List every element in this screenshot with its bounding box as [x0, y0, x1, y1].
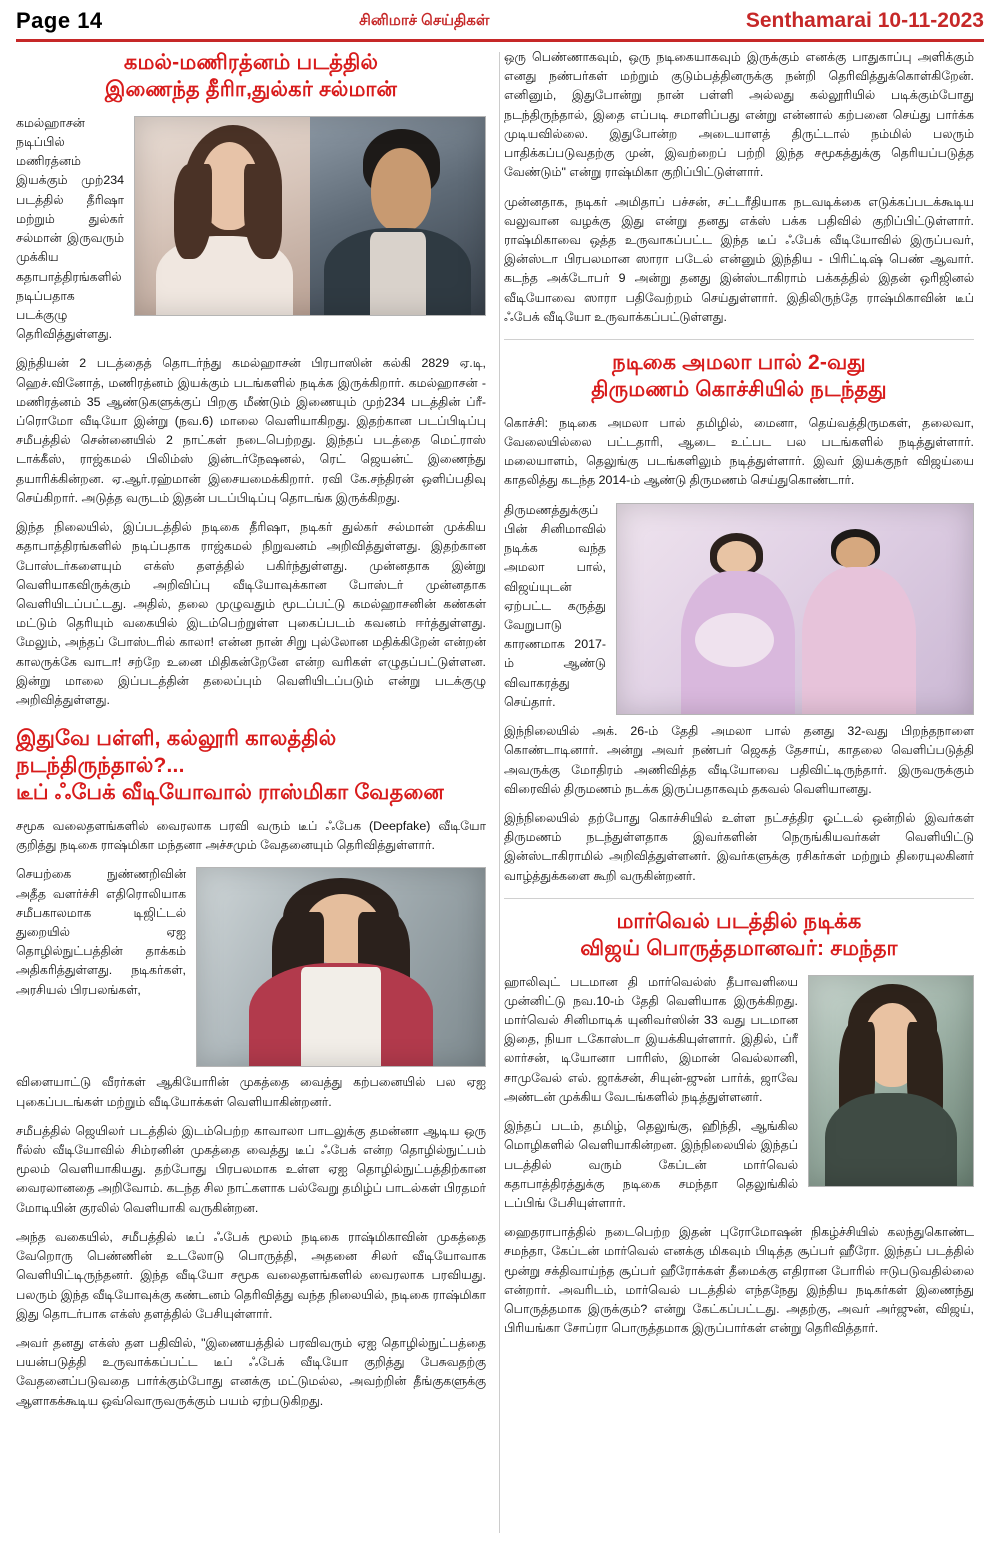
page-columns	[16, 48, 984, 1421]
article3-paragraph-1: இந்நிலையில் அக். 26-ம் தேதி அமலா பால் தனது 32-வது பிறந்தநாளை கொண்டாடினார். அன்று அவர் நண்பர் ஜெகத் தேசாய், காதலை வெளிப்படுத்தி அவருக்கு மோதிரம் அணிவித்த வீடியோவை பதிவிட்டிருந்தார். இருவருக்கும் விரைவில் திருமணம் நடக்க இருப்பதாகவும் தகவல் வெளியானது.	[504, 724, 974, 796]
right-column	[504, 48, 974, 1349]
section-rule-1	[504, 339, 974, 340]
article2-paragraph-1: விளையாட்டு வீரர்கள் ஆகியோரின் முகத்தை வைத்து கற்பனையில் பல ஏஐ புகைப்படங்கள் மற்றும் வீடியோக்கள் வெளியாகின்றனர்.	[16, 1075, 486, 1109]
article3-intro: திருமணத்துக்குப் பின் சினிமாவில் நடிக்க வந்த அமலா பால், விஜய்யுடன் ஏற்பட்ட கருத்து வேறுபாடு காரணமாக 2017-ம் ஆண்டு விவாகரத்து செய்தார்.	[504, 502, 606, 709]
publication-title: Senthamarai 10-11-2023	[745, 9, 984, 32]
article-amala-paul-wedding	[504, 339, 974, 886]
article3-paragraph-2: இந்நிலையில் தற்போது கொச்சியில் உள்ள நட்சத்திர ஓட்டல் ஒன்றில் இவர்கள் திருமணம் நடந்துள்ளதாக இவர்களின் நெருங்கியவர்கள் வெளியிட்டு இன்ஸ்டாகிராமில் அறிவித்துள்ளனர். இவர்களுக்கு ரசிகர்கள் மற்றும் திரையுலகினர் வாழ்த்துக்களை கூறி வருகின்றனர்.	[504, 810, 974, 883]
article2-headline-line1: இதுவே பள்ளி, கல்லூரி காலத்தில் நடந்திருந்தால்?...	[16, 727, 337, 778]
article2-headline-line2: டீப் ஃபேக் வீடியோவால் ராஸ்மிகா வேதனை	[16, 781, 444, 805]
article1-photo	[134, 116, 486, 316]
article4-paragraph-1: இந்தப் படம், தமிழ், தெலுங்கு, ஹிந்தி, ஆங்கில மொழிகளில் வெளியாகின்றன. இந்நிலையில் இந்தப் படத்தில் வரும் கேப்டன் மார்வெல் கதாபாத்திரத்துக்கு நடிகை சமந்தா தெலுங்கில் டப்பிங் பேசியுள்ளார்.	[504, 1119, 798, 1210]
article2-continuation-1: ஒரு பெண்ணாகவும், ஒரு நடிகையாகவும் இருக்கும் எனக்கு பாதுகாப்பு அளிக்கும் எனது நண்பர்கள் மற்றும் குடும்பத்தினருக்கு நன்றி தெரிவித்துக்கொள்கிறேன். எனினும், இதுபோன்று நான் பள்ளி அல்லது கல்லூரியில் படிக்கும்போது நடந்திருந்தால், இதை எப்படி சமாளிப்பது என்று என்னால் கற்பனை செய்து பார்க்க முடியவில்லை. இதுபோன்ற அடையாளத் திருட்டால் நம்மில் பலரும் பாதிக்கப்படுவதற்கு முன், இவற்றைப் பற்றி இந்த சமூகத்துக்கு தெரியப்படுத்த வேண்டும்" என்று ராஷ்மிகா குறிப்பிட்டுள்ளார்.	[504, 50, 974, 180]
article4-intro: ஹாலிவுட் படமான தி மார்வெல்ஸ் தீபாவளியை முன்னிட்டு நவ.10-ம் தேதி வெளியாக இருக்கிறது. மார்வெல் சினிமாடிக் யுனிவர்ஸின் 33 வது படமான இதை, நியா டகோஸ்டா இயக்கியுள்ளார். இதில், ப்ரீ லார்சன், டியோனா பாரிஸ், இமான் வெல்லானி, சாமுவேல் எல். ஜாக்சன், சியுன்-ஜுன் பார்க், ஜாவே அண்டன் முக்கிய வேடங்களில் நடித்துள்ளனர்.	[504, 974, 798, 1104]
article4-headline	[504, 909, 974, 963]
article-kamal-maniratnam	[16, 50, 486, 710]
article4-headline-line1: மார்வெல் படத்தில் நடிக்க	[616, 909, 862, 933]
article2-continuation-2: முன்னதாக, நடிகர் அமிதாப் பச்சன், சட்டரீதியாக நடவடிக்கை எடுக்கப்படக்கூடிய வலுவான வழக்கு இது என்று தனது எக்ஸ் பக்க பதிவில் குறிப்பிட்டுள்ளார். ராஷ்மிகாவை ஒத்த உருவாகப்பட்ட இந்த டீப் ஃபேக் வீடியோவில் இருப்பவர், இன்ஸ்டா பிரபலமான ஸாரா படேல் என்னும் இந்திய - பிரிட்டிஷ் பெண் ஆவார். கடந்த அக்டோபர் 9 அன்று தனது இன்ஸ்டாகிராம் பக்கத்தில் இதன் ஒரிஜினல் வீடியோவை ஸாரா பதிவேற்றம் செய்துள்ளார். இதிலிருந்தே ராஷ்மிகாவின் டீப் ஃபேக் வீடியோ உருவாக்கப்பட்டுள்ளது.	[504, 194, 974, 324]
article2-paragraph-4: அவர் தனது எக்ஸ் தள பதிவில், "இணையத்தில் பரவிவரும் ஏஐ தொழில்நுட்பத்தை பயன்படுத்தி உருவாக்கப்பட்ட டீப் ஃபேக் வீடியோ குறித்து பேசுவதற்கு வேதனைப்படுவதை பார்க்கும்போது எனக்கு மட்டுமல்ல, அவற்றின் தீங்குகளுக்கு ஆளாகக்கூடிய ஒவ்வொருவருக்கும் பயம் ஏற்படுகிறது.	[16, 1336, 486, 1408]
article4-photo	[808, 975, 974, 1187]
article3-lead: கொச்சி: நடிகை அமலா பால் தமிழில், மைனா, தெய்வத்திருமகள், தலைவா, வேலையில்லை பட்டதாரி, ஆடை உட்பட பல படங்களில் நடித்துள்ளார். மலையாளம், தெலுங்கு படங்களிலும் நடித்துள்ளார். இவர் இயக்குநர் விஜய்யை காதலித்து கடந்த 2014-ம் ஆண்டு திருமணம் செய்துகொண்டார்.	[504, 415, 974, 488]
article2-intro: செயற்கை நுண்ணறிவின் அதீத வளர்ச்சி எதிரொலியாக சமீபகாலமாக டிஜிட்டல் துறையில் ஏஐ தொழில்நுட்பத்தின் தாக்கம் அதிகரித்துள்ளது. நடிகர்கள், அரசியல் பிரபலங்கள்,	[16, 867, 186, 997]
article2-headline	[16, 726, 486, 807]
article3-headline-line1: நடிகை அமலா பால் 2-வது	[612, 351, 866, 375]
article2-paragraph-3: அந்த வகையில், சமீபத்தில் டீப் ஃபேக் மூலம் நடிகை ராஷ்மிகாவின் முகத்தை வேறொரு பெண்ணின் உடலோடு பொருத்தி, அதனை சிலர் வீடியோவாக வெளியிட்டிருந்தனர். இந்த வீடியோ சமூக வலைதளங்களில் வைரலாக பரவியது. பலரும் இந்த வீடியோவுக்கு கண்டனம் தெரிவித்து வந்த நிலையில், நடிகை ராஷ்மிகா இது தொடர்பாக எக்ஸ் தளத்தில் பேசியுள்ளார்.	[16, 1229, 486, 1321]
article2-lead: சமூக வலைதளங்களில் வைரலாக பரவி வரும் டீப் ஃபேக (Deepfake) வீடியோ குறித்து நடிகை ராஷ்மிகா மந்தனா அச்சமும் வேதனையும் தெரிவித்துள்ளார்.	[16, 818, 486, 853]
page-number: Page 14	[16, 8, 103, 33]
article-rashmika-deepfake	[16, 726, 486, 1411]
article3-photo	[616, 503, 974, 715]
article3-headline-line2: திருமணம் கொச்சியில் நடந்தது	[591, 377, 887, 401]
article1-headline-line1: கமல்-மணிரத்னம் படத்தில்	[123, 51, 379, 74]
article2-photo	[196, 867, 486, 1067]
article3-headline	[504, 350, 974, 404]
samantha-portrait	[809, 976, 973, 1186]
article4-headline-line2: விஜய் பொருத்தமானவர்: சமந்தா	[580, 936, 898, 960]
article1-intro: கமல்ஹாசன் நடிப்பில் மணிரத்னம் இயக்கும் முற்234 படத்தில் தீரிஷா மற்றும் துல்கர் சல்மான் இருவரும் முக்கிய கதாபாத்திரங்களில் நடிப்பதாக படக்குழு தெரிவித்துள்ளது.	[16, 115, 124, 342]
article1-headline-line2: இணைந்த தீரிா,துல்கர் சல்மான்	[104, 77, 398, 101]
amala-paul-wedding-couple	[617, 504, 973, 714]
article4-paragraph-2: ஹைதராபாத்தில் நடைபெற்ற இதன் புரோமோஷன் நிகழ்ச்சியில் கலந்துகொண்ட சமந்தா, கேப்டன் மார்வெல் எனக்கு மிகவும் பிடித்த சூப்பர் ஹீரோ. இந்தப் படத்தில் மூன்று சக்திவாய்ந்த சூப்பர் ஹீரோக்கள் தீமைக்கு எதிரான போரில் ஈடுபடுவதில்லை என்றார். அவரிடம், மார்வெல் படத்தில் எந்தநேது இந்திய நடிகர்கள் இணைந்து பொருத்தமாக இருக்கும்? என்று கேட்கப்பட்டது. அதற்கு, அவர் அர்ஜுன், விஜய், பிரியங்கா சோப்ரா பொருத்தமாக இருப்பார்கள் என்று தெரிவித்தார்.	[504, 1225, 974, 1336]
section-rule-2	[504, 898, 974, 899]
masthead	[16, 8, 984, 42]
article1-paragraph-1: இந்தியன் 2 படத்தைத் தொடர்ந்து கமல்ஹாசன் பிரபாஸின் கல்கி 2829 ஏ.டி, ஹெச்.வினோத், மணிரத்னம் இயக்கும் படங்களில் நடிக்க இருக்கிறார். கமல்ஹாசன் - மணிரத்னம் 35 ஆண்டுகளுக்குப் பிறகு மீண்டும் இணையும் முற்234 படத்தின் ப்ரீ-ப்ரொமோ வீடியோ இன்று (நவ.6) மாலை வெளியாகிறது. இதற்கான படப்பிடிப்பு சமீபத்தில் சென்னையில் 2 நாட்கள் நடைபெற்றது. இந்தப் படத்தை மெட்ராஸ் டாக்கீஸ், ராஜ்கமல் பிலிம்ஸ் இன்டர்நேஷனல், ரெட் ஜெயன்ட் இணைந்து தயாரிக்கின்றன. ஏ.ஆர்.ரஹ்மான் இசையமைக்கிறார். ரவி கே.சந்திரன் ஒளிப்பதிவு செய்கிறார். அடுத்த வருடம் இதன் படப்பிடிப்பு தொடங்க இருக்கிறது.	[16, 356, 486, 505]
section-title: சினிமாச் செய்திகள்	[359, 11, 490, 29]
article-samantha-marvel	[504, 898, 974, 1339]
column-divider	[499, 52, 500, 1533]
article1-paragraph-2: இந்த நிலையில், இப்படத்தில் நடிகை தீரிஷா, நடிகர் துல்கர் சல்மான் முக்கிய கதாபாத்திரங்களில் நடிப்பதாக ராஜ்கமல் நிறுவனம் அறிவித்துள்ளது. இதற்கான போஸ்டர்களையும் எக்ஸ் தளத்தில் பகிர்ந்துள்ளது. முன்னதாக இன்று வெளியாகவிருக்கும் அறிவிப்பு வீடியோவுக்கான போஸ்டர் முன்னதாக வெளியிடப்பட்டது. அதில், தலை முழுவதும் மூடப்பட்டு கமல்ஹாசனின் கண்கள் மட்டும் தெரியும் வகையில் இடம்பெற்றுள்ள புகைப்படம் கவனம் ஈர்த்துள்ளது. மேலும், அந்தப் போஸ்டரில் காலா! என்ன நான் சிறு புல்லோன மதிக்கிறேன் என்றன் காலருக்கே வாடா! சற்றே உனை மிதிகன்றேனே என்ற வரிகள் எழுதப்பட்டுள்ளன. இன்று மாலை இப்படத்தின் தலைப்பும் வெளியிடப்படும் என்று படக்குழு அறிவித்துள்ளது.	[16, 520, 486, 708]
article1-headline	[16, 50, 486, 104]
article2-paragraph-2: சமீபத்தில் ஜெயிலர் படத்தில் இடம்பெற்ற காவாலா பாடலுக்கு தமன்னா ஆடிய ஒரு ரீல்ஸ் வீடியோவில் சிம்ரனின் முகத்தை வைத்து டீப் ஃபேக் என்ற தொழில்நுட்பம் மூலம் வெளியாகியது. தற்போது பிரபலமாக உள்ள ஏஐ தொழில்நுட்பத்திற்கான வைரலானதை அறிவோம். கடந்த சில நாட்களாக பல்வேறு தமிழ்ப் பாடல்கள் பிரதமர் மோடியின் குரலில் வெளியாகி வருகின்றன.	[16, 1123, 486, 1215]
trisha-dulquer-portraits	[135, 117, 485, 315]
left-column	[16, 48, 486, 1421]
rashmika-mandanna-portrait	[197, 868, 485, 1066]
